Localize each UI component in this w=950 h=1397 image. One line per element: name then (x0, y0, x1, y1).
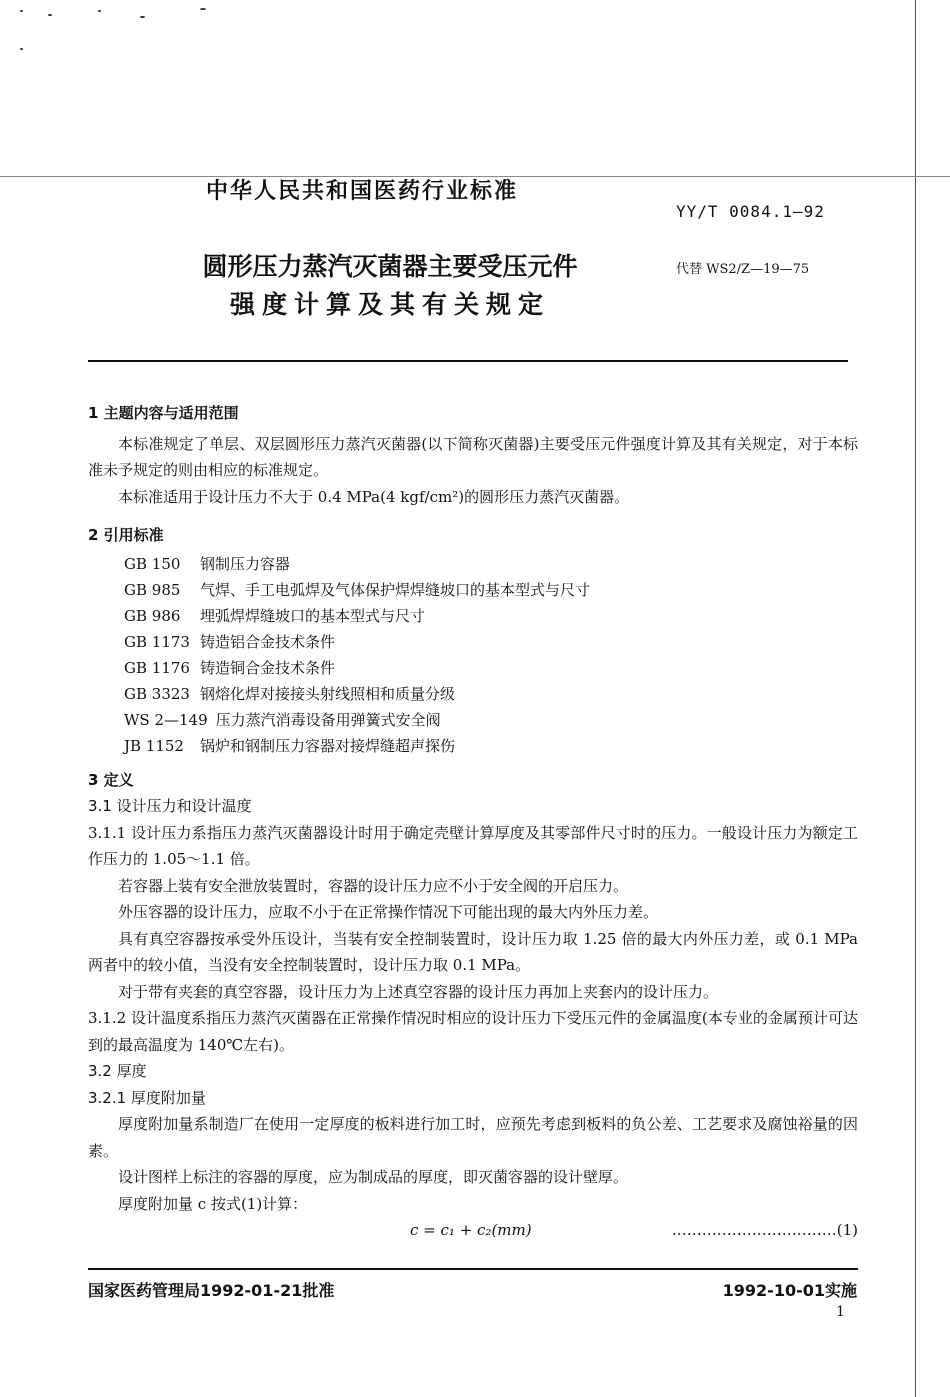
reference-title: 压力蒸汽消毒设备用弹簧式安全阀 (215, 710, 441, 729)
footer-rule (88, 1268, 858, 1270)
reference-list (124, 551, 858, 759)
reference-title: 气焊、手工电弧焊及气体保护焊焊缝坡口的基本型式与尺寸 (200, 580, 591, 599)
section-3-1-heading: 3.1 设计压力和设计温度 (88, 797, 252, 815)
section-3-2-heading: 3.2 厚度 (88, 1062, 147, 1080)
reference-title: 铸造铜合金技术条件 (200, 658, 336, 677)
reference-code: GB 985 (124, 580, 181, 599)
reference-item (124, 603, 858, 629)
page-number: 1 (836, 1304, 845, 1320)
formula-row (88, 1217, 858, 1244)
section-3-1-2-para: 3.1.2 设计温度系指压力蒸汽灭菌器在正常操作情况时相应的设计压力下受压元件的金属温度(本专业的金属预计可达到的最高温度为 140℃左右)。 (88, 1009, 858, 1054)
standard-category-title: 中华人民共和国医药行业标准 (206, 179, 519, 204)
reference-title: 钢熔化焊对接接头射线照相和质量分级 (200, 684, 456, 703)
scan-edge-line (915, 0, 916, 1397)
section-3-2-1-heading: 3.2.1 厚度附加量 (88, 1088, 206, 1107)
document-title-line2: 强度计算及其有关规定 (229, 290, 550, 319)
standard-code: YY/T 0084.1—92 (676, 202, 825, 221)
reference-code: GB 986 (124, 606, 181, 625)
scan-speck (20, 10, 23, 12)
section-3-2-1-para-e: 厚度附加量系制造厂在使用一定厚度的板料进行加工时，应预先考虑到板料的负公差、工艺要求及腐蚀裕量的因素。 (88, 1115, 858, 1160)
section-2-heading: 2 引用标准 (88, 526, 164, 544)
section-3-1-1-para-a: 若容器上装有安全泄放装置时，容器的设计压力应不小于安全阀的开启压力。 (118, 876, 629, 895)
section-3-2-1-para-g: 厚度附加量 c 按式(1)计算： (118, 1194, 308, 1213)
section-3-1-1-para: 3.1.1 设计压力系指压力蒸汽灭菌器设计时用于确定壳壁计算厚度及其零部件尺寸时的压力。一般设计压力为额定工作压力的 1.05～1.1 倍。 (88, 823, 858, 868)
section-3-1-1-para-d: 对于带有夹套的真空容器，设计压力为上述真空容器的设计压力再加上夹套内的设计压力。 (118, 982, 719, 1001)
reference-code: GB 150 (124, 554, 181, 573)
scan-speck (140, 16, 145, 18)
reference-title: 钢制压力容器 (200, 554, 291, 573)
section-1-heading: 1 主题内容与适用范围 (88, 404, 239, 422)
reference-item (124, 655, 858, 681)
section-1-para-2: 本标准适用于设计压力不大于 0.4 MPa(4 kgf/cm²)的圆形压力蒸汽灭菌器。 (118, 487, 630, 506)
reference-item (124, 733, 858, 759)
scan-speck (98, 10, 101, 12)
reference-title: 铸造铝合金技术条件 (200, 632, 336, 651)
replaces-standard: 代替 WS2/Z—19—75 (676, 262, 810, 277)
equation-number: ……………………………(1) (671, 1221, 858, 1239)
reference-title: 埋弧焊焊缝坡口的基本型式与尺寸 (200, 606, 426, 625)
section-1-para-1: 本标准规定了单层、双层圆形压力蒸汽灭菌器(以下简称灭菌器)主要受压元件强度计算及其有关规定，对于本标准未予规定的则由相应的标准规定。 (88, 434, 858, 479)
section-3-heading: 3 定义 (88, 770, 134, 789)
scan-speck (48, 14, 52, 16)
reference-code: GB 1173 (124, 632, 190, 651)
header-rule (88, 360, 848, 362)
approval-statement: 国家医药管理局1992-01-21批准 (88, 1281, 335, 1300)
section-3-1-1-para-b: 外压容器的设计压力，应取不小于在正常操作情况下可能出现的最大内外压力差。 (118, 903, 659, 921)
reference-title: 锅炉和钢制压力容器对接焊缝超声探伤 (200, 736, 456, 755)
reference-code: JB 1152 (124, 736, 184, 755)
document-title (160, 248, 620, 324)
reference-item (124, 707, 858, 733)
reference-code: WS 2—149 (124, 710, 208, 729)
document-title-line1: 圆形压力蒸汽灭菌器主要受压元件 (202, 252, 578, 281)
implementation-date: 1992-10-01实施 (722, 1281, 857, 1300)
reference-item (124, 629, 858, 655)
section-3-2-1-para-f: 设计图样上标注的容器的厚度，应为制成品的厚度，即灭菌容器的设计壁厚。 (118, 1168, 629, 1186)
scan-speck (20, 48, 23, 50)
reference-code: GB 3323 (124, 684, 190, 703)
body-content (88, 400, 858, 1244)
reference-item (124, 577, 858, 603)
section-3-1-1-para-c: 具有真空容器按承受外压设计，当装有安全控制装置时，设计压力取 1.25 倍的最大内外压力差，或 0.1 MPa 两者中的较小值，当没有安全控制装置时，设计压力取 0.1 MPa。 (88, 929, 858, 974)
reference-item (124, 681, 858, 707)
scan-speck (200, 8, 206, 10)
reference-code: GB 1176 (124, 658, 190, 677)
formula: c = c₁ + c₂(mm) (410, 1221, 532, 1239)
reference-item (124, 551, 858, 577)
